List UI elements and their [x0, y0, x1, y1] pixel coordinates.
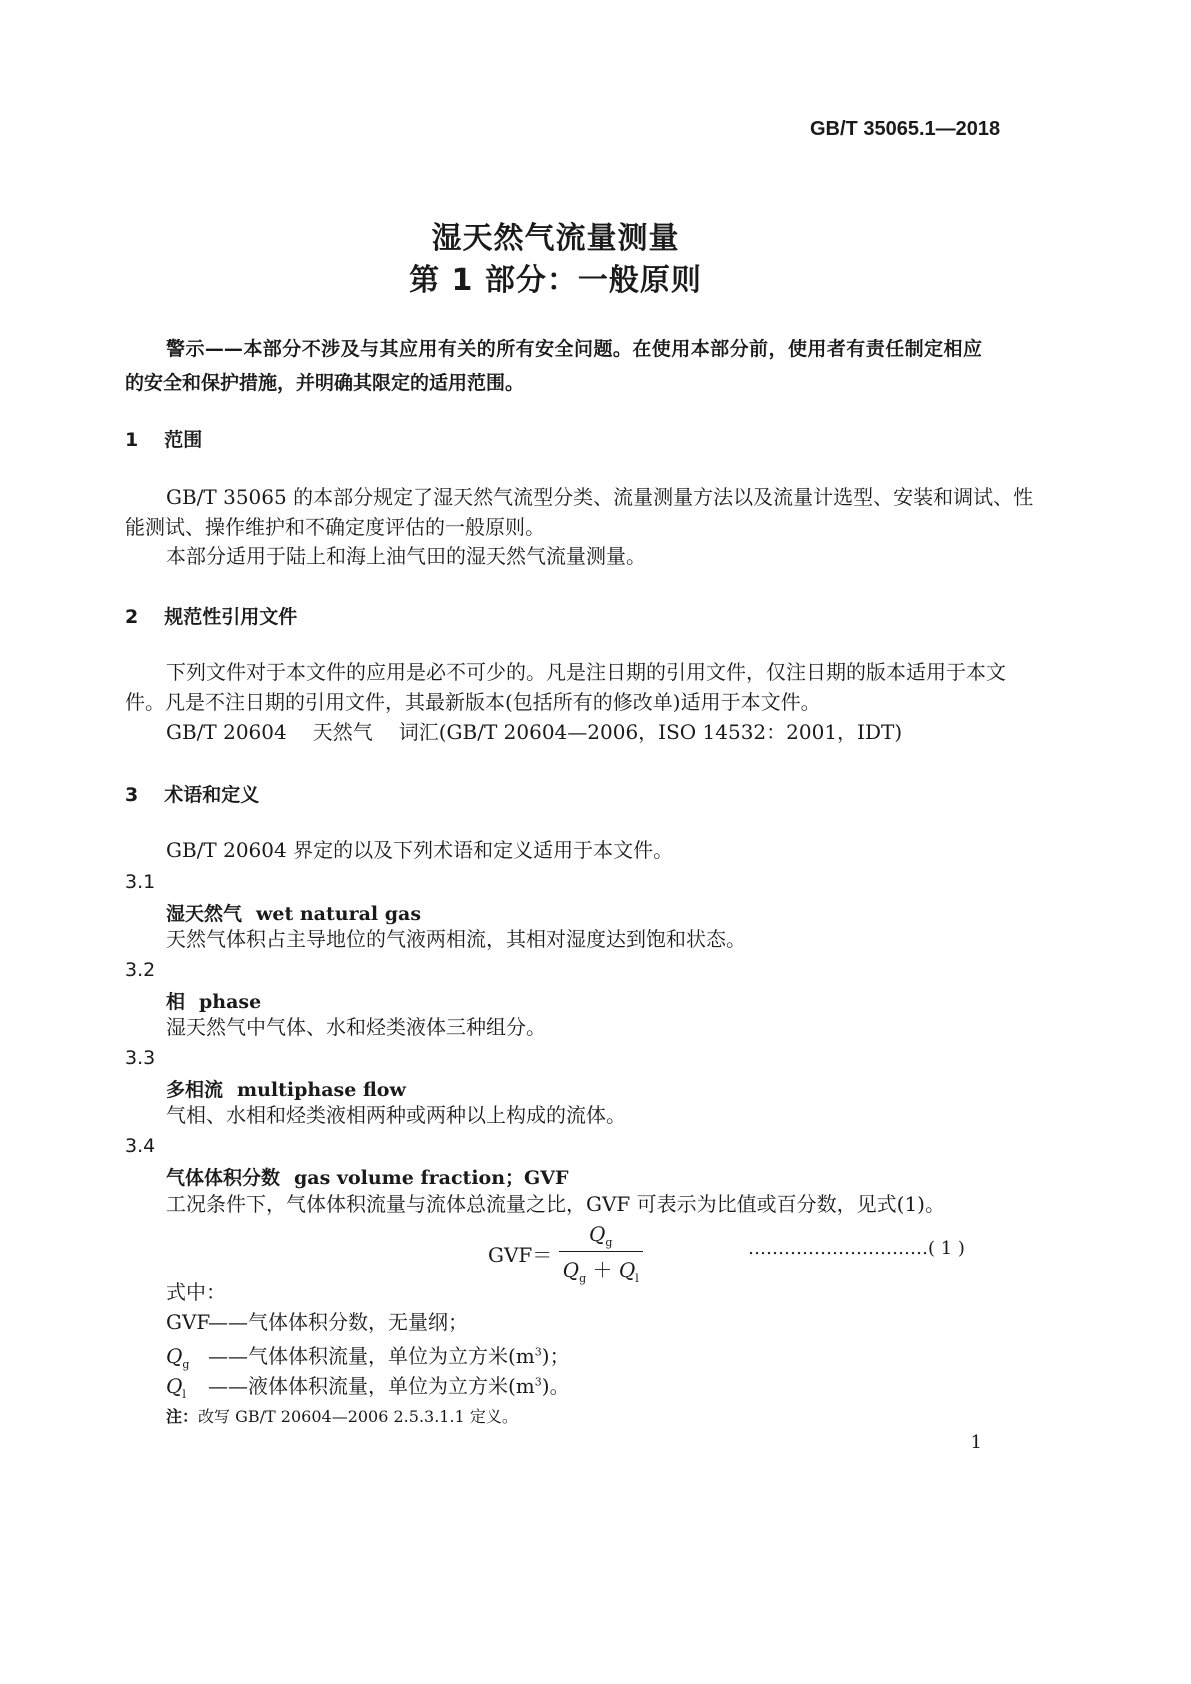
section-3-number: 3: [125, 784, 139, 806]
section-1-para-2: 本部分适用于陆上和海上油气田的湿天然气流量测量。: [166, 544, 646, 568]
term-number: 3.1: [125, 871, 156, 893]
section-1-heading: [125, 425, 202, 452]
term-number: 3.4: [125, 1135, 156, 1157]
term-zh: 相: [166, 991, 186, 1013]
where-desc: ——气体体积流量，单位为立方米$(m^3)$；: [208, 1343, 570, 1368]
formula-number: [748, 1238, 965, 1259]
document-title: 湿天然气流量测量: [431, 221, 680, 256]
term-en: phase: [199, 991, 262, 1013]
section-1-para-1-line-1: GB/T 35065 的本部分规定了湿天然气流型分类、流量测量方法以及流量计选型、安装和调试、性: [166, 485, 1034, 509]
section-2-title: 规范性引用文件: [164, 606, 298, 628]
term-zh: 湿天然气: [166, 903, 243, 925]
section-2-heading: [125, 602, 297, 629]
where-desc: ——液体体积流量，单位为立方米$(m^3)$。: [208, 1373, 570, 1398]
term-en: multiphase flow: [237, 1079, 406, 1101]
section-2-number: 2: [125, 606, 139, 628]
term-number: 3.3: [125, 1047, 156, 1069]
term-definition: 湿天然气中气体、水和烃类液体三种组分。: [166, 1015, 546, 1039]
section-1-title: 范围: [164, 429, 203, 451]
where-label: 式中：: [166, 1280, 226, 1304]
standard-number: GB/T 35065.1—2018: [810, 118, 1001, 140]
where-symbol: $Q_l$: [166, 1373, 186, 1401]
warning-line-2: 的安全和保护措施，并明确其限定的适用范围。: [125, 372, 525, 394]
where-symbol: $Q_g$: [166, 1343, 190, 1371]
term-entry: [166, 1163, 568, 1190]
normative-reference: [166, 720, 902, 744]
note: [166, 1404, 518, 1427]
term-zh: 气体体积分数: [166, 1167, 281, 1189]
section-2-para-1-line-2: 件。凡是不注日期的引用文件，其最新版本(包括所有的修改单)适用于本文件。: [125, 690, 821, 714]
term-en: gas volume fraction；GVF: [294, 1167, 569, 1189]
formula-fraction: [559, 1222, 643, 1285]
note-label: 注：: [166, 1407, 199, 1426]
section-3-intro: GB/T 20604 界定的以及下列术语和定义适用于本文件。: [166, 838, 674, 862]
term-definition: 工况条件下，气体体积流量与流体总流量之比，GVF 可表示为比值或百分数，见式(1)。: [166, 1192, 945, 1216]
term-zh: 多相流: [166, 1079, 224, 1101]
page-number: 1: [970, 1432, 982, 1453]
term-entry: [166, 987, 261, 1014]
reference-code: GB/T 20604: [166, 720, 287, 744]
formula-lhs: GVF＝: [488, 1243, 553, 1267]
note-text: 改写 GB/T 20604—2006 2.5.3.1.1 定义。: [198, 1407, 518, 1426]
document-subtitle: 第 1 部分：一般原则: [409, 263, 702, 298]
formula-numerator: $Q_g$: [559, 1222, 643, 1252]
section-2-para-1-line-1: 下列文件对于本文件的应用是必不可少的。凡是注日期的引用文件，仅注日期的版本适用于本文: [166, 660, 1006, 684]
term-number: 3.2: [125, 959, 156, 981]
warning-line-1: 警示——本部分不涉及与其应用有关的所有安全问题。在使用本部分前，使用者有责任制定相应: [166, 338, 982, 360]
where-desc: ——气体体积分数，无量纲；: [208, 1310, 468, 1334]
formula-gvf: [488, 1222, 643, 1285]
term-entry: [166, 899, 421, 926]
where-item: [166, 1370, 570, 1407]
term-en: wet natural gas: [256, 903, 422, 925]
formula-denominator: $Q_g + Q_l$: [562, 1258, 639, 1285]
section-1-para-1-line-2: 能测试、操作维护和不确定度评估的一般原则。: [125, 515, 545, 539]
section-3-heading: [125, 780, 259, 807]
term-definition: 天然气体积占主导地位的气液两相流，其相对湿度达到饱和状态。: [166, 927, 746, 951]
section-1-number: 1: [125, 429, 139, 451]
term-definition: 气相、水相和烃类液相两种或两种以上构成的流体。: [166, 1103, 626, 1127]
term-entry: [166, 1075, 406, 1102]
formula-leader: …………………………: [748, 1238, 928, 1259]
section-3-title: 术语和定义: [164, 784, 260, 806]
where-symbol: GVF: [166, 1310, 211, 1334]
reference-name: 天然气: [312, 720, 373, 744]
reference-title: 词汇(GB/T 20604—2006，ISO 14532：2001，IDT): [398, 720, 903, 744]
where-item: [166, 1310, 468, 1334]
equation-number: ( 1 ): [928, 1238, 965, 1259]
